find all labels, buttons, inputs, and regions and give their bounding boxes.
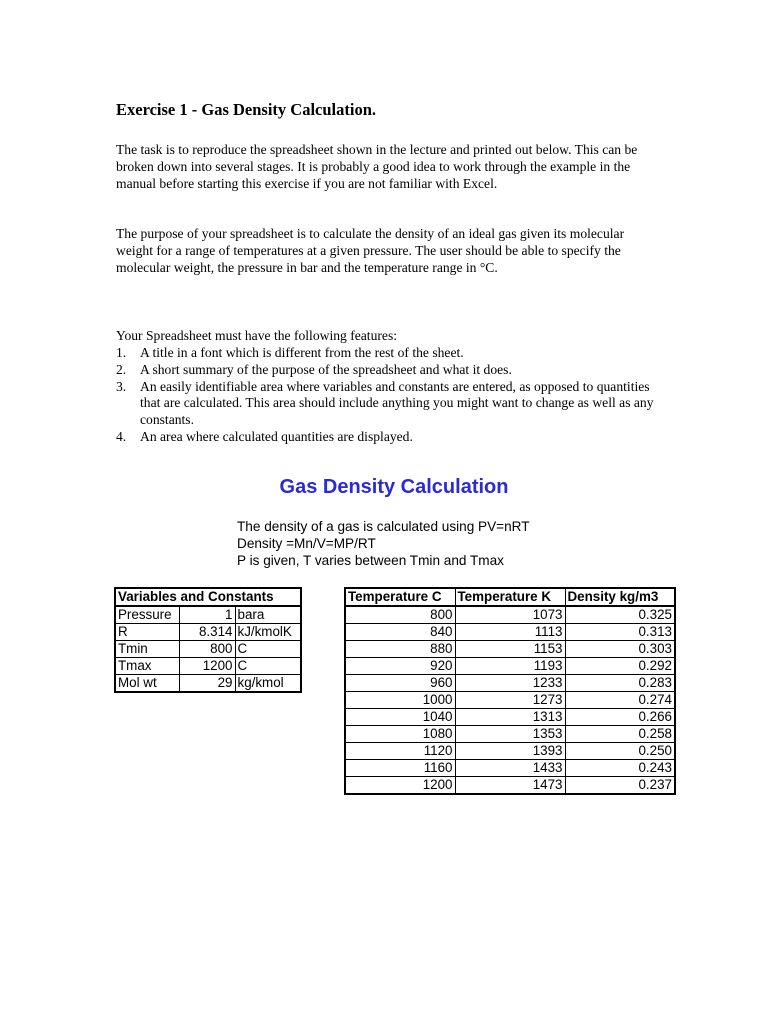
feature-number: 1. xyxy=(116,345,127,360)
density-cell[interactable]: 0.250 xyxy=(565,743,675,760)
table-row xyxy=(345,760,675,777)
temperature-k-cell[interactable]: 1073 xyxy=(455,606,565,624)
features-intro: Your Spreadsheet must have the following features: xyxy=(116,328,398,343)
variable-value[interactable]: 29 xyxy=(179,675,235,693)
summary-line: The density of a gas is calculated using PV=nRT xyxy=(237,519,530,534)
temperature-k-cell[interactable]: 1233 xyxy=(455,675,565,692)
table-row xyxy=(345,606,675,624)
density-cell[interactable]: 0.303 xyxy=(565,641,675,658)
density-cell[interactable]: 0.243 xyxy=(565,760,675,777)
features-list xyxy=(116,345,661,446)
density-cell[interactable]: 0.313 xyxy=(565,624,675,641)
variable-name[interactable]: Tmax xyxy=(115,658,179,675)
temperature-k-cell[interactable]: 1393 xyxy=(455,743,565,760)
column-header-density: Density kg/m3 xyxy=(565,588,675,606)
column-header-temperature-k: Temperature K xyxy=(455,588,565,606)
table-row xyxy=(115,675,301,693)
column-header-temperature-c: Temperature C xyxy=(345,588,455,606)
table-row xyxy=(345,641,675,658)
variable-name[interactable]: Tmin xyxy=(115,641,179,658)
temperature-c-cell[interactable]: 1120 xyxy=(345,743,455,760)
temperature-k-cell[interactable]: 1153 xyxy=(455,641,565,658)
spreadsheet-title: Gas Density Calculation xyxy=(279,476,509,498)
variable-value[interactable]: 1 xyxy=(179,606,235,624)
results-table xyxy=(344,587,676,795)
variables-header: Variables and Constants xyxy=(115,588,301,606)
table-row xyxy=(345,675,675,692)
density-cell[interactable]: 0.266 xyxy=(565,709,675,726)
table-row xyxy=(115,658,301,675)
temperature-k-cell[interactable]: 1433 xyxy=(455,760,565,777)
task-paragraph: The task is to reproduce the spreadsheet shown in the lecture and printed out below. This can be broken down into several stages. It is probably a good idea to work through the example in the manual before starting this exercise if you are not familiar with Excel. xyxy=(116,142,638,191)
temperature-c-cell[interactable]: 1080 xyxy=(345,726,455,743)
variable-unit[interactable]: kg/kmol xyxy=(235,675,301,693)
feature-item xyxy=(116,429,661,446)
variable-name[interactable]: R xyxy=(115,624,179,641)
variable-name[interactable]: Mol wt xyxy=(115,675,179,693)
temperature-c-cell[interactable]: 880 xyxy=(345,641,455,658)
table-row xyxy=(345,743,675,760)
feature-number: 3. xyxy=(116,378,127,394)
density-cell[interactable]: 0.325 xyxy=(565,606,675,624)
temperature-c-cell[interactable]: 920 xyxy=(345,658,455,675)
variable-value[interactable]: 1200 xyxy=(179,658,235,675)
feature-text: A title in a font which is different from the rest of the sheet. xyxy=(140,345,464,360)
table-row xyxy=(345,624,675,641)
temperature-k-cell[interactable]: 1273 xyxy=(455,692,565,709)
temperature-c-cell[interactable]: 1040 xyxy=(345,709,455,726)
table-row xyxy=(345,777,675,795)
temperature-c-cell[interactable]: 800 xyxy=(345,606,455,624)
variable-unit[interactable]: bara xyxy=(235,606,301,624)
feature-item xyxy=(116,345,661,362)
variable-unit[interactable]: C xyxy=(235,658,301,675)
feature-item xyxy=(116,362,661,379)
feature-text: A short summary of the purpose of the spreadsheet and what it does. xyxy=(140,361,512,377)
table-row xyxy=(115,606,301,624)
table-row xyxy=(345,726,675,743)
exercise-heading: Exercise 1 - Gas Density Calculation. xyxy=(116,100,377,119)
variables-header-row xyxy=(115,588,301,606)
temperature-c-cell[interactable]: 1200 xyxy=(345,777,455,795)
feature-number: 4. xyxy=(116,428,127,444)
table-row xyxy=(345,658,675,675)
variable-unit[interactable]: kJ/kmolK xyxy=(235,624,301,641)
purpose-paragraph: The purpose of your spreadsheet is to calculate the density of an ideal gas given its molecular weight for a range of temperatures at a given pressure. The user should be able to specify the molecular weight, the pressure in bar and the temperature range in °C. xyxy=(116,226,625,275)
results-header-row xyxy=(345,588,675,606)
density-cell[interactable]: 0.292 xyxy=(565,658,675,675)
table-row xyxy=(345,709,675,726)
summary-line: Density =Mn/V=MP/RT xyxy=(237,536,376,551)
summary-line: P is given, T varies between Tmin and Tmax xyxy=(237,553,504,568)
table-row xyxy=(115,624,301,641)
temperature-k-cell[interactable]: 1113 xyxy=(455,624,565,641)
temperature-c-cell[interactable]: 840 xyxy=(345,624,455,641)
density-cell[interactable]: 0.237 xyxy=(565,777,675,795)
feature-text: An easily identifiable area where variables and constants are entered, as opposed to quantities that are calculated. This area should include anything you might want to change as well as any constants. xyxy=(140,378,654,428)
variable-value[interactable]: 8.314 xyxy=(179,624,235,641)
variable-unit[interactable]: C xyxy=(235,641,301,658)
temperature-k-cell[interactable]: 1473 xyxy=(455,777,565,795)
density-cell[interactable]: 0.274 xyxy=(565,692,675,709)
table-row xyxy=(345,692,675,709)
feature-text: An area where calculated quantities are displayed. xyxy=(140,428,413,444)
variable-value[interactable]: 800 xyxy=(179,641,235,658)
variable-name[interactable]: Pressure xyxy=(115,606,179,624)
temperature-c-cell[interactable]: 1160 xyxy=(345,760,455,777)
table-row xyxy=(115,641,301,658)
variables-table xyxy=(114,587,302,693)
temperature-k-cell[interactable]: 1193 xyxy=(455,658,565,675)
results-body xyxy=(345,606,675,794)
feature-item xyxy=(116,379,661,429)
temperature-k-cell[interactable]: 1353 xyxy=(455,726,565,743)
density-cell[interactable]: 0.258 xyxy=(565,726,675,743)
temperature-c-cell[interactable]: 1000 xyxy=(345,692,455,709)
temperature-k-cell[interactable]: 1313 xyxy=(455,709,565,726)
spreadsheet-summary xyxy=(237,518,530,569)
density-cell[interactable]: 0.283 xyxy=(565,675,675,692)
temperature-c-cell[interactable]: 960 xyxy=(345,675,455,692)
feature-number: 2. xyxy=(116,361,127,377)
